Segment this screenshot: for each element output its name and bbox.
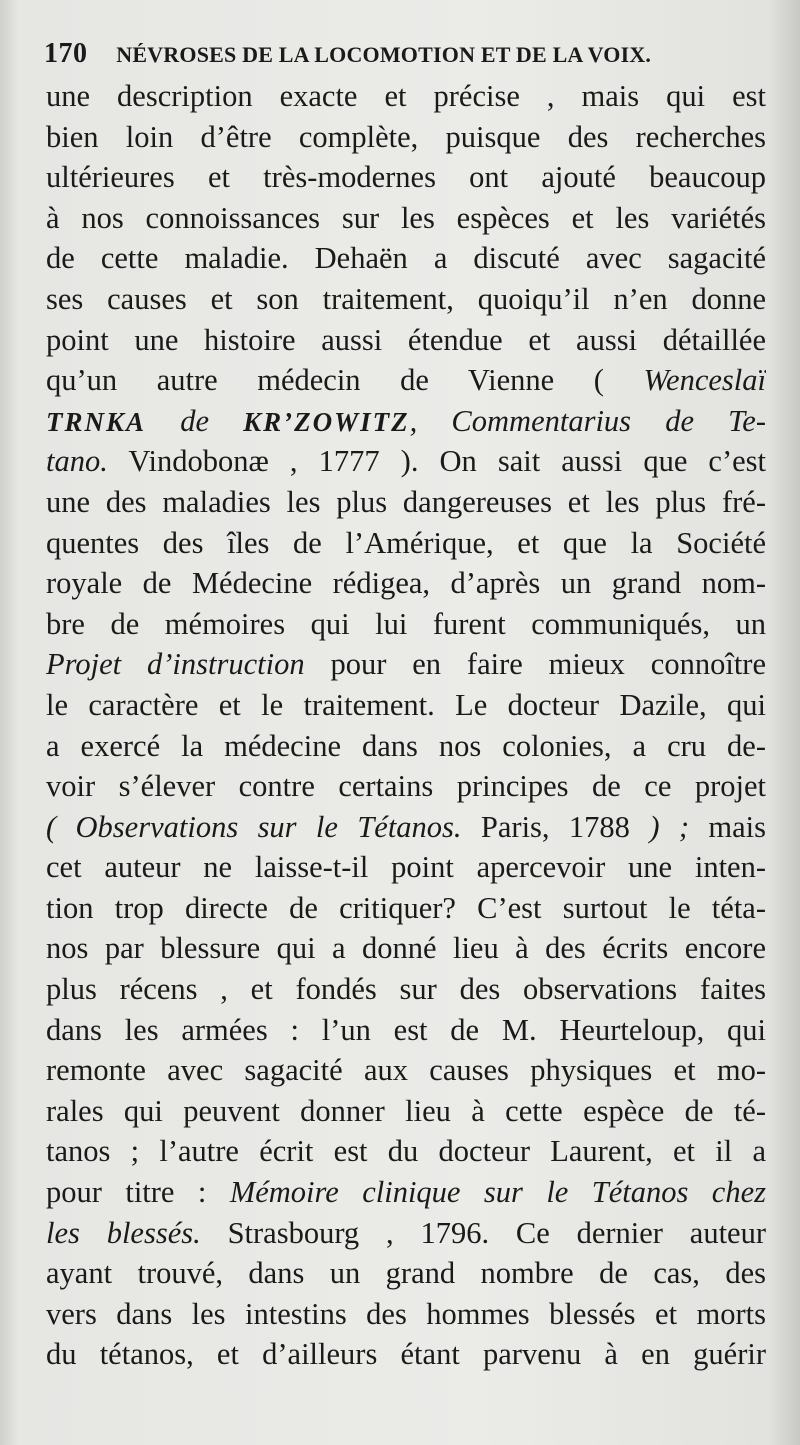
text-line	[46, 604, 766, 645]
text-segment: bre de mémoires qui lui furent communiqués, un	[46, 606, 766, 641]
text-segment: pour titre :	[46, 1175, 230, 1210]
text-line	[46, 685, 766, 726]
text-line	[46, 1253, 766, 1294]
text-segment: mais	[689, 809, 766, 844]
text-segment: cet auteur ne laisse-t-il point apercevoir une inten-	[46, 850, 766, 885]
text-segment: ( Observations sur le Tétanos.	[46, 809, 462, 844]
text-line	[46, 928, 766, 969]
text-segment: ) ;	[649, 809, 690, 844]
page-number: 170	[44, 38, 88, 69]
text-line	[46, 563, 766, 604]
text-line	[46, 766, 766, 807]
text-segment: de	[146, 403, 244, 438]
text-segment: ses causes et son traitement, quoiqu’il n’en donne	[46, 281, 766, 316]
text-segment: bien loin d’être complète, puisque des recherches	[46, 119, 766, 154]
text-segment: vers dans les intestins des hommes blessés et morts	[46, 1296, 766, 1331]
text-segment: Projet d’instruction	[46, 647, 305, 682]
text-segment: plus récens , et fondés sur des observations faites	[46, 972, 766, 1007]
text-segment: une description exacte et précise , mais qui est	[46, 79, 766, 113]
text-line	[46, 1172, 766, 1213]
text-line	[46, 1091, 766, 1132]
text-segment: de cette maladie. Dehaën a discuté avec sagacité	[46, 241, 766, 276]
text-line	[46, 1294, 766, 1335]
text-segment: Vindobonæ , 1777 ). On sait aussi que c’est	[107, 444, 766, 479]
text-line	[46, 157, 766, 198]
text-segment: KR’ZOWITZ	[243, 406, 410, 437]
text-segment: voir s’élever contre certains principes de ce projet	[46, 769, 766, 804]
text-segment: dans les armées : l’un est de M. Heurteloup, qui	[46, 1012, 766, 1047]
text-segment: quentes des îles de l’Amérique, et que la Société	[46, 525, 766, 560]
text-segment: , Commentarius de Te-	[409, 403, 766, 438]
text-segment: Mémoire clinique sur le Tétanos chez	[229, 1175, 766, 1210]
text-line	[46, 726, 766, 767]
text-line	[46, 117, 766, 158]
text-line	[46, 482, 766, 523]
body-text	[46, 76, 766, 1375]
text-segment: pour en faire mieux connoître	[304, 647, 766, 682]
text-segment: tion trop directe de critiquer? C’est surtout le téta-	[46, 890, 766, 925]
text-line	[46, 847, 766, 888]
text-segment: du tétanos, et d’ailleurs étant parvenu à en guérir	[46, 1337, 766, 1372]
text-line	[46, 320, 766, 361]
text-segment: Strasbourg , 1796. Ce dernier auteur	[200, 1215, 766, 1250]
text-segment: a exercé la médecine dans nos colonies, a cru de-	[46, 728, 766, 763]
text-segment: rales qui peuvent donner lieu à cette espèce de té-	[46, 1093, 766, 1128]
text-segment: ultérieures et très-modernes ont ajouté beaucoup	[46, 160, 766, 195]
text-line	[46, 969, 766, 1010]
text-line	[46, 1010, 766, 1051]
text-segment: Paris, 1788	[461, 809, 650, 844]
text-line	[46, 441, 766, 482]
running-head: NÉVROSES DE LA LOCOMOTION ET DE LA VOIX.	[116, 42, 652, 67]
text-line	[46, 279, 766, 320]
text-segment: point une histoire aussi étendue et aussi détaillée	[46, 322, 766, 357]
text-segment: qu’un autre médecin de Vienne (	[46, 363, 644, 398]
text-segment: nos par blessure qui a donné lieu à des écrits encore	[46, 931, 766, 966]
text-segment: TRNKA	[46, 406, 147, 437]
page-header	[44, 38, 764, 78]
text-line	[46, 807, 766, 848]
text-line	[46, 401, 766, 442]
text-segment: royale de Médecine rédigea, d’après un grand nom-	[46, 566, 766, 601]
text-segment: tano.	[46, 444, 108, 479]
text-segment: remonte avec sagacité aux causes physiques et mo-	[46, 1053, 766, 1088]
text-line	[46, 523, 766, 564]
text-line	[46, 198, 766, 239]
text-segment: tanos ; l’autre écrit est du docteur Laurent, et il a	[46, 1134, 766, 1169]
text-line	[46, 1050, 766, 1091]
text-line	[46, 76, 766, 117]
text-segment: à nos connoissances sur les espèces et les variétés	[46, 200, 766, 235]
text-line	[46, 644, 766, 685]
text-line	[46, 1213, 766, 1254]
text-line	[46, 360, 766, 401]
text-segment: les blessés.	[46, 1215, 201, 1250]
text-line	[46, 238, 766, 279]
text-line	[46, 888, 766, 929]
text-segment: une des maladies les plus dangereuses et les plus fré-	[46, 484, 766, 519]
text-segment: le caractère et le traitement. Le docteur Dazile, qui	[46, 687, 766, 722]
text-line	[46, 1131, 766, 1172]
text-line	[46, 1334, 766, 1375]
text-segment: ayant trouvé, dans un grand nombre de cas, des	[46, 1256, 766, 1291]
text-segment: Wenceslaï	[643, 363, 766, 398]
